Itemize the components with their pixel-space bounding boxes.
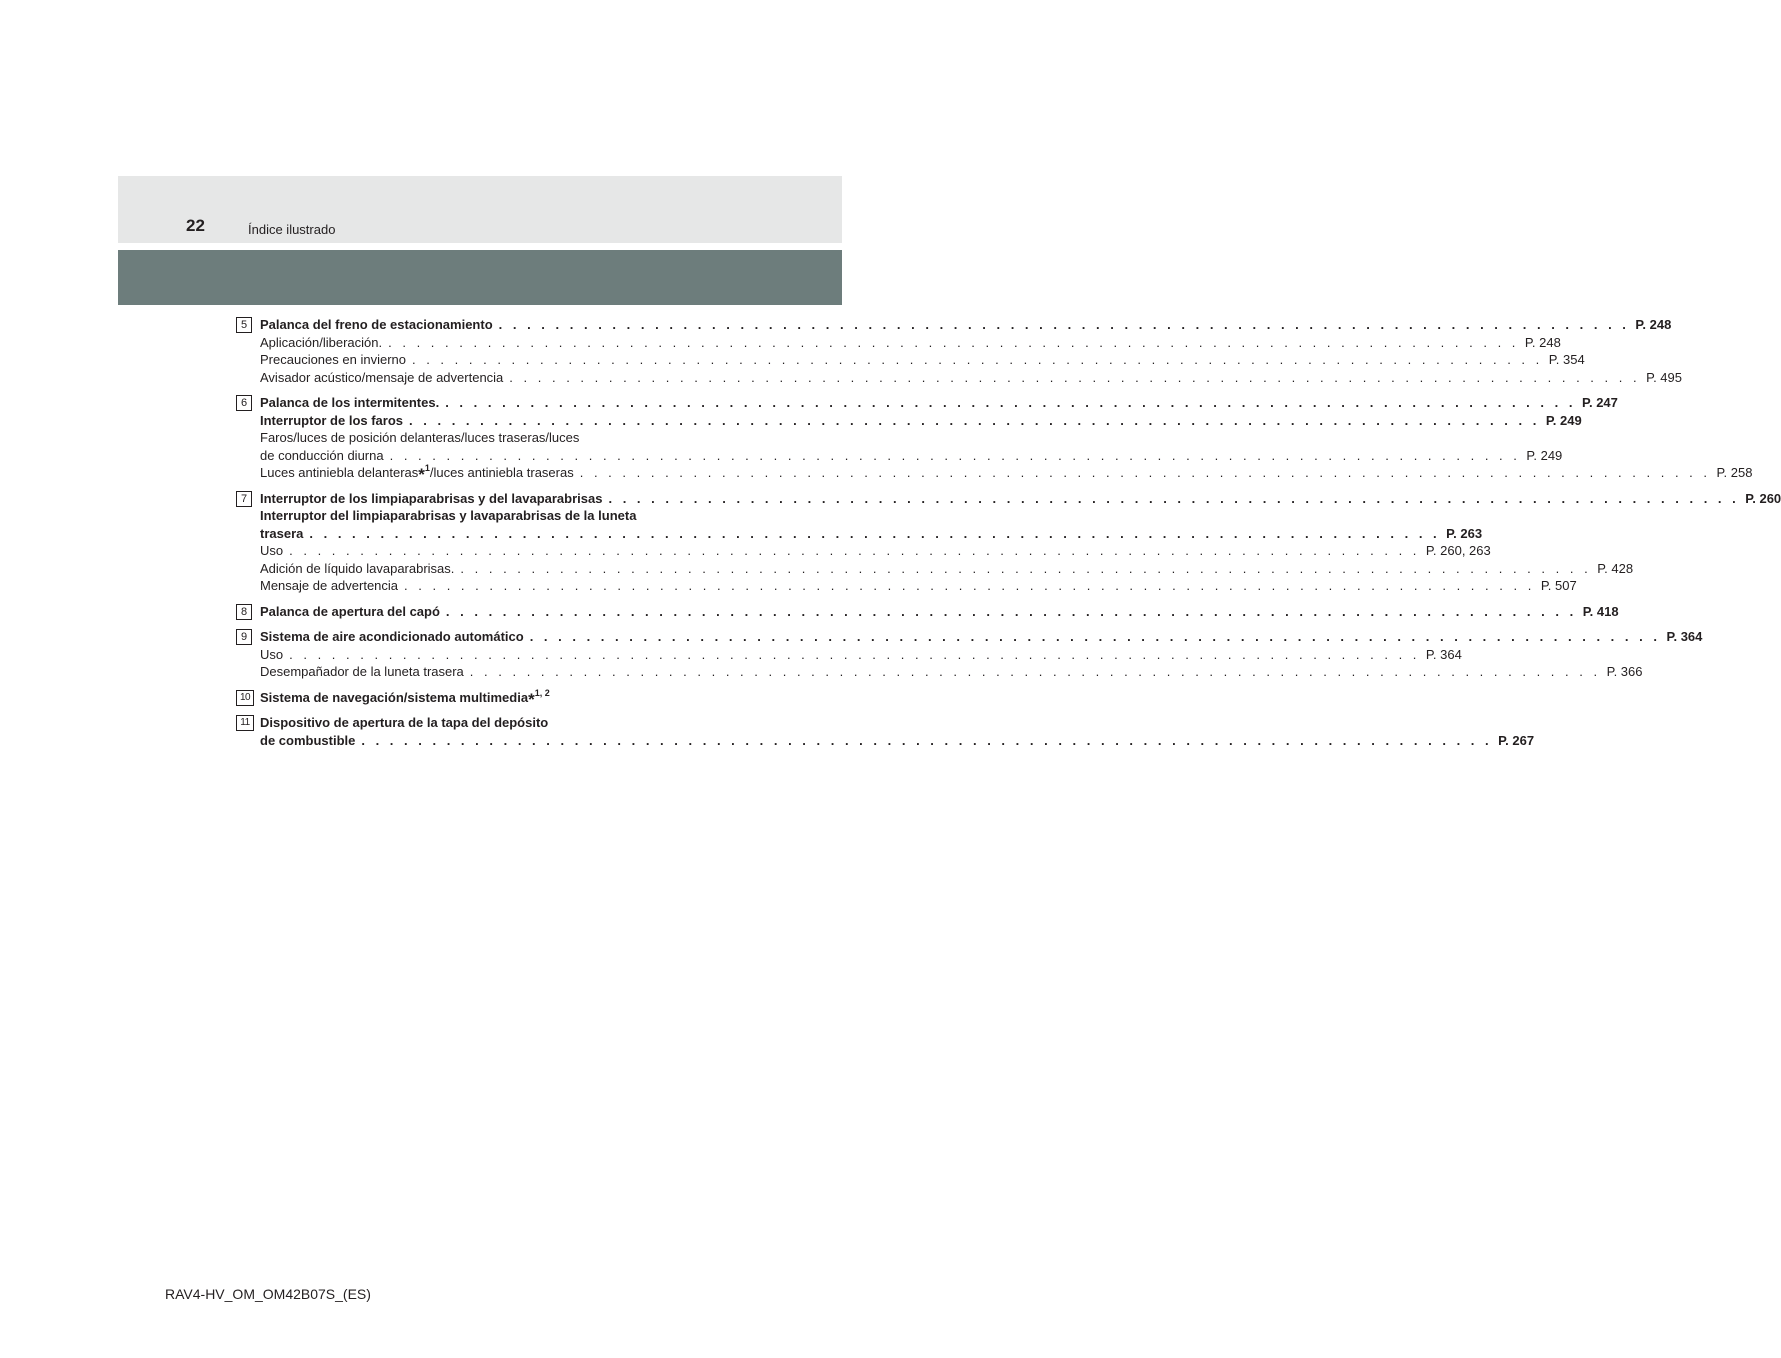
index-entry: [236, 316, 1682, 386]
index-line: [260, 560, 1634, 578]
footnote-ref: 1: [424, 463, 430, 473]
header-band: [118, 176, 842, 243]
index-line: [260, 369, 1682, 387]
index-entry: [236, 689, 724, 707]
label-text: Luces antiniebla delanteras: [260, 465, 419, 480]
page-reference: P. 418: [1582, 603, 1619, 619]
index-entry: [236, 490, 1781, 595]
index-line-label: [260, 464, 574, 482]
index-line-label: Precauciones en invierno: [260, 352, 406, 367]
index-line: [260, 525, 1483, 543]
index-line: [260, 542, 1491, 560]
index-line-label: Dispositivo de apertura de la tapa del depósito: [260, 715, 549, 730]
footnote-star: *: [418, 465, 425, 484]
page-reference: P. 247: [1581, 395, 1618, 410]
section-divider-band: [118, 250, 842, 305]
footnote-ref: 1, 2: [534, 687, 550, 698]
page-reference: P. 507: [1540, 578, 1577, 593]
page-reference: P. 248: [1635, 317, 1672, 332]
index-line-label: Uso: [260, 543, 284, 558]
index-line: [260, 412, 1582, 430]
dot-leader: . . . . . . . . . . . . . . . . . . . . . . . . . . . . . . . . . . . . . . . . . . . . . . . . . . . . . . . . . . . . . . . . . . . . . . . . . . . . . . . .: [289, 543, 1420, 558]
index-line: [260, 490, 1781, 508]
dot-leader: . . . . . . . . . . . . . . . . . . . . . . . . . . . . . . . . . . . . . . . . . . . . . . . . . . . . . . . . . . . . . . . . . . . . . . . . . . . . . . . .: [309, 525, 1441, 541]
index-line-label: Interruptor de los limpiaparabrisas y del lavaparabrisas: [260, 490, 603, 506]
index-line: [260, 628, 1703, 646]
item-number-badge: 8: [236, 604, 252, 620]
page-reference: P. 249: [1545, 412, 1582, 428]
page-reference: P. 258: [1716, 465, 1753, 480]
label-text: Sistema de navegación/sistema multimedia: [260, 689, 529, 705]
index-line: [260, 732, 1535, 750]
page-reference: P. 260: [1745, 490, 1781, 506]
index-entry: [236, 628, 1703, 681]
index-entry: [236, 603, 1619, 621]
index-line: [260, 334, 1561, 352]
item-number-badge: 7: [236, 491, 252, 507]
dot-leader: . . . . . . . . . . . . . . . . . . . . . . . . . . . . . . . . . . . . . . . . . . . . . . . . . . . . . . . . . . . . . . . . . . . . . . . . . . . . . . . .: [498, 317, 1630, 332]
page-reference: P. 364: [1666, 629, 1703, 644]
page-reference: P. 354: [1548, 352, 1585, 367]
dot-leader: . . . . . . . . . . . . . . . . . . . . . . . . . . . . . . . . . . . . . . . . . . . . . . . . . . . . . . . . . . . . . . . . . . . . . . . . . . . . . . . .: [389, 447, 1521, 463]
page-reference: P. 248: [1524, 334, 1561, 350]
index-line-label: Palanca del freno de estacionamiento: [260, 317, 493, 332]
dot-leader: . . . . . . . . . . . . . . . . . . . . . . . . . . . . . . . . . . . . . . . . . . . . . . . . . . . . . . . . . . . . . . . . . . . . . . . . . . . . . . . .: [460, 560, 1592, 576]
index-line: [260, 646, 1462, 664]
item-number-badge: 9: [236, 629, 252, 645]
dot-leader: . . . . . . . . . . . . . . . . . . . . . . . . . . . . . . . . . . . . . . . . . . . . . . . . . . . . . . . . . . . . . . . . . . . . . . . . . . . . . . . .: [409, 412, 1540, 428]
dot-leader: . . . . . . . . . . . . . . . . . . . . . . . . . . . . . . . . . . . . . . . . . . . . . . . . . . . . . . . . . . . . . . . . . . . . . . . . . . . . . . . .: [445, 603, 1577, 619]
dot-leader: . . . . . . . . . . . . . . . . . . . . . . . . . . . . . . . . . . . . . . . . . . . . . . . . . . . . . . . . . . . . . . . . . . . . . . . . . . . . . . . .: [404, 578, 1535, 593]
index-line: [260, 603, 1619, 621]
index-line-label: Mensaje de advertencia: [260, 578, 399, 593]
footnote-star: *: [528, 689, 535, 709]
page-reference: P. 366: [1606, 664, 1643, 679]
page-reference: P. 495: [1646, 369, 1682, 385]
page-reference: P. 263: [1446, 525, 1483, 541]
index-line: [260, 316, 1672, 334]
manual-code: RAV4-HV_OM_OM42B07S_(ES): [165, 1286, 371, 1302]
dot-leader: . . . . . . . . . . . . . . . . . . . . . . . . . . . . . . . . . . . . . . . . . . . . . . . . . . . . . . . . . . . . . . . . . . . . . . . . . . . . . . . .: [388, 334, 1519, 350]
index-line: [260, 463, 1753, 484]
dot-leader: . . . . . . . . . . . . . . . . . . . . . . . . . . . . . . . . . . . . . . . . . . . . . . . . . . . . . . . . . . . . . . . . . . . . . . . . . . . . . . . .: [289, 646, 1420, 662]
dot-leader: . . . . . . . . . . . . . . . . . . . . . . . . . . . . . . . . . . . . . . . . . . . . . . . . . . . . . . . . . . . . . . . . . . . . . . . . . . . . . . . .: [529, 629, 1661, 644]
index-line: [260, 507, 724, 525]
index-line-label: de conducción diurna: [260, 447, 384, 463]
index-entries: [236, 316, 1781, 749]
index-line-label: Interruptor del limpiaparabrisas y lavaparabrisas de la luneta: [260, 508, 637, 523]
dot-leader: . . . . . . . . . . . . . . . . . . . . . . . . . . . . . . . . . . . . . . . . . . . . . . . . . . . . . . . . . . . . . . . . . . . . . . . . . . . . . . . .: [579, 465, 1711, 480]
index-line-label: trasera: [260, 525, 304, 541]
index-line-label: Adición de líquido lavaparabrisas.: [260, 560, 455, 576]
index-line: [260, 577, 1577, 595]
index-line-label: de combustible: [260, 732, 356, 748]
dot-leader: . . . . . . . . . . . . . . . . . . . . . . . . . . . . . . . . . . . . . . . . . . . . . . . . . . . . . . . . . . . . . . . . . . . . . . . . . . . . . . . .: [608, 490, 1740, 506]
index-line-label: Desempañador de la luneta trasera: [260, 664, 464, 679]
page-reference: P. 267: [1498, 732, 1535, 748]
index-line: [260, 689, 724, 707]
item-number-badge: 6: [236, 395, 252, 411]
index-line: [260, 447, 1563, 465]
label-text: /luces antiniebla traseras: [429, 465, 574, 480]
index-line-label: Uso: [260, 646, 284, 662]
index-entry: [236, 714, 1535, 749]
index-line: [260, 394, 1618, 412]
dot-leader: . . . . . . . . . . . . . . . . . . . . . . . . . . . . . . . . . . . . . . . . . . . . . . . . . . . . . . . . . . . . . . . . . . . . . . . . . . . . . . . .: [361, 732, 1493, 748]
section-title: Índice ilustrado: [248, 222, 336, 237]
dot-leader: . . . . . . . . . . . . . . . . . . . . . . . . . . . . . . . . . . . . . . . . . . . . . . . . . . . . . . . . . . . . . . . . . . . . . . . . . . . . . . . .: [411, 352, 1543, 367]
item-number-badge: 5: [236, 317, 252, 333]
page-reference: P. 364: [1425, 646, 1462, 662]
dot-leader: . . . . . . . . . . . . . . . . . . . . . . . . . . . . . . . . . . . . . . . . . . . . . . . . . . . . . . . . . . . . . . . . . . . . . . . . . . . . . . . .: [469, 664, 1601, 679]
item-number-badge: 11: [236, 715, 254, 731]
page-reference: P. 249: [1526, 447, 1563, 463]
index-line-label: Faros/luces de posición delanteras/luces traseras/luces: [260, 430, 580, 445]
item-number-badge: 10: [236, 690, 254, 706]
index-entry: [236, 394, 1753, 484]
index-line-label: Palanca de apertura del capó: [260, 603, 440, 619]
index-line-label: Interruptor de los faros: [260, 412, 404, 428]
page-reference: P. 260, 263: [1425, 543, 1491, 558]
index-line: [260, 714, 724, 732]
page-reference: P. 428: [1597, 560, 1634, 576]
page-number: 22: [186, 216, 205, 235]
index-line: [260, 351, 1585, 369]
dot-leader: . . . . . . . . . . . . . . . . . . . . . . . . . . . . . . . . . . . . . . . . . . . . . . . . . . . . . . . . . . . . . . . . . . . . . . . . . . . . . . . .: [445, 395, 1576, 410]
index-line-label: Palanca de los intermitentes.: [260, 395, 440, 410]
dot-leader: . . . . . . . . . . . . . . . . . . . . . . . . . . . . . . . . . . . . . . . . . . . . . . . . . . . . . . . . . . . . . . . . . . . . . . . . . . . . . . . .: [509, 369, 1641, 385]
index-line-label: Sistema de aire acondicionado automático: [260, 629, 524, 644]
index-line-label: Avisador acústico/mensaje de advertencia: [260, 369, 504, 385]
index-line: [260, 429, 724, 447]
index-line-label: Aplicación/liberación.: [260, 334, 383, 350]
index-line-label: [260, 689, 550, 707]
index-line: [260, 663, 1643, 681]
